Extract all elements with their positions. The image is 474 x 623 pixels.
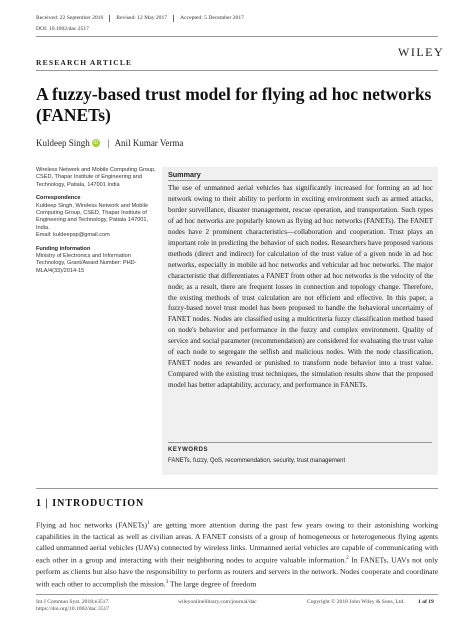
author-info-column bbox=[36, 167, 156, 275]
date-separator bbox=[173, 15, 174, 22]
introduction-paragraph bbox=[36, 518, 438, 590]
summary-heading: Summary bbox=[168, 170, 201, 179]
section-rule bbox=[36, 488, 438, 489]
doi[interactable]: DOI: 10.1002/dac.3517 bbox=[36, 26, 89, 32]
summary-rule bbox=[168, 180, 432, 181]
keywords-rule bbox=[168, 442, 432, 443]
date-separator bbox=[109, 15, 110, 22]
publisher-logo: WILEY bbox=[398, 45, 445, 59]
funding: Ministry of Electronics and Information Technology, Grant/Award Number: PHD-MLA/4(33)/2014-15 bbox=[36, 253, 137, 274]
citation-link[interactable]: 3 bbox=[165, 580, 169, 586]
journal-doi-link[interactable]: https://doi.org/10.1002/dac.3517 bbox=[36, 606, 110, 612]
text-run: In FANETs, UAVs not only perform as clients but also have the responsibility to perform as routers and servers in the network. Nodes cooperate and coordinate with each other to accomplish the mission. bbox=[36, 555, 438, 589]
footer-site-link[interactable]: wileyonlinelibrary.com/journal/dac bbox=[178, 599, 257, 605]
header-rule bbox=[36, 36, 438, 37]
footer-journal bbox=[36, 599, 110, 613]
article-dates bbox=[36, 15, 244, 22]
citation-link[interactable]: 2 bbox=[346, 556, 349, 562]
article-type: RESEARCH ARTICLE bbox=[36, 58, 133, 67]
page-number: 1 of 19 bbox=[418, 599, 434, 605]
author-name[interactable]: Anil Kumar Verma bbox=[114, 138, 184, 148]
citation-link[interactable]: 1 bbox=[147, 521, 150, 526]
affiliation: Wireless Network and Mobile Computing Group, CSED, Thapar Institute of Engineering and Technology, Patiala, 147001 India bbox=[36, 167, 156, 188]
accepted-date: Accepted: 5 December 2017 bbox=[180, 15, 244, 21]
section-heading: 1 | INTRODUCTION bbox=[36, 498, 145, 509]
text-run: The large degree of freedom bbox=[168, 579, 257, 589]
footer-rule bbox=[36, 594, 438, 595]
footer-copyright: Copyright © 2018 John Wiley & Sons, Ltd. bbox=[307, 599, 405, 605]
journal-citation: Int J Commun Syst. 2018;e3517. bbox=[36, 599, 110, 605]
revised-date: Revised: 12 May 2017 bbox=[116, 15, 168, 21]
correspondence: Kuldeep Singh, Wireless Network and Mobile Computing Group, CSED, Thapar Institute of Engineering and Technology, Patiala 147001, India. bbox=[36, 202, 149, 231]
paper-title: A fuzzy-based trust model for flying ad hoc networks (FANETs) bbox=[36, 84, 432, 125]
text-run: are getting more attention during the past few years owing to their astonishing working capabilities in the tactical as well as civilian areas. A FANET consists of a group of homogeneous or heterogeneous flying agents called unmanned aerial vehicles (UAVs) connected by wireless links. Unmanned aerial vehicles are capable of communicating with each other in a group and interacting with their neighboring nodes to acquire valuable information. bbox=[36, 520, 438, 565]
funding-label: Funding information bbox=[36, 245, 91, 252]
text-run: Flying ad hoc networks (FANETs) bbox=[36, 520, 148, 530]
summary-box bbox=[162, 167, 438, 475]
received-date: Received: 22 September 2016 bbox=[36, 15, 104, 21]
email[interactable]: Email: kuldeepsp@gmail.com bbox=[36, 232, 110, 239]
author-line bbox=[36, 138, 183, 148]
orcid-icon[interactable]: iD bbox=[93, 140, 99, 146]
author-separator: | bbox=[107, 138, 110, 148]
keywords-heading: KEYWORDS bbox=[168, 447, 209, 453]
correspondence-label: Correspondence bbox=[36, 195, 81, 202]
header-rule-2 bbox=[36, 70, 438, 71]
author-name[interactable]: Kuldeep Singh bbox=[36, 138, 90, 148]
keywords: FANETs, fuzzy, QoS, recommendation, security, trust management bbox=[168, 458, 346, 464]
summary-text: The use of unmanned aerial vehicles has significantly increased for forming an ad hoc network owing to their ability to perform in exciting environment such as armed attacks, border surveillance, disaster management, rescue operation, and transportation. Such types of ad hoc networks are popularly known as flying ad hoc networks (FANETs). The FANET nodes have 2 prominent characteristics—collaboration and cooperation. Trust plays an important role in predicting the behavior of such nodes. Researchers have proposed various methods (direct and indirect) for calculation of the trust value of a given node in ad hoc networks, especially in mobile ad hoc networks and vehicular ad hoc networks. The major characteristic that differentiates a FANET from other ad hoc networks is the velocity of the node; as a result, there are frequent losses in connection and topology change. Therefore, the existing methods of trust calculation are not efficient and effective. In this paper, a fuzzy-based novel trust model has been proposed to handle the behavioral uncertainty of FANET nodes. Nodes are classified using a multicriteria fuzzy classification method based on node's behavior and performance in the fuzzy and complex environment. Quality of service and social parameter (recommendation) are considered for evaluating the trust value of each node to segregate the selfish and malicious nodes. With the node classification, FANET nodes are rewarded or punished to transform node behavior into a trust value. Compared with the existing trust techniques, the simulation results show that the proposed model has better adaptability, accuracy, and performance in FANETs. bbox=[168, 184, 433, 390]
